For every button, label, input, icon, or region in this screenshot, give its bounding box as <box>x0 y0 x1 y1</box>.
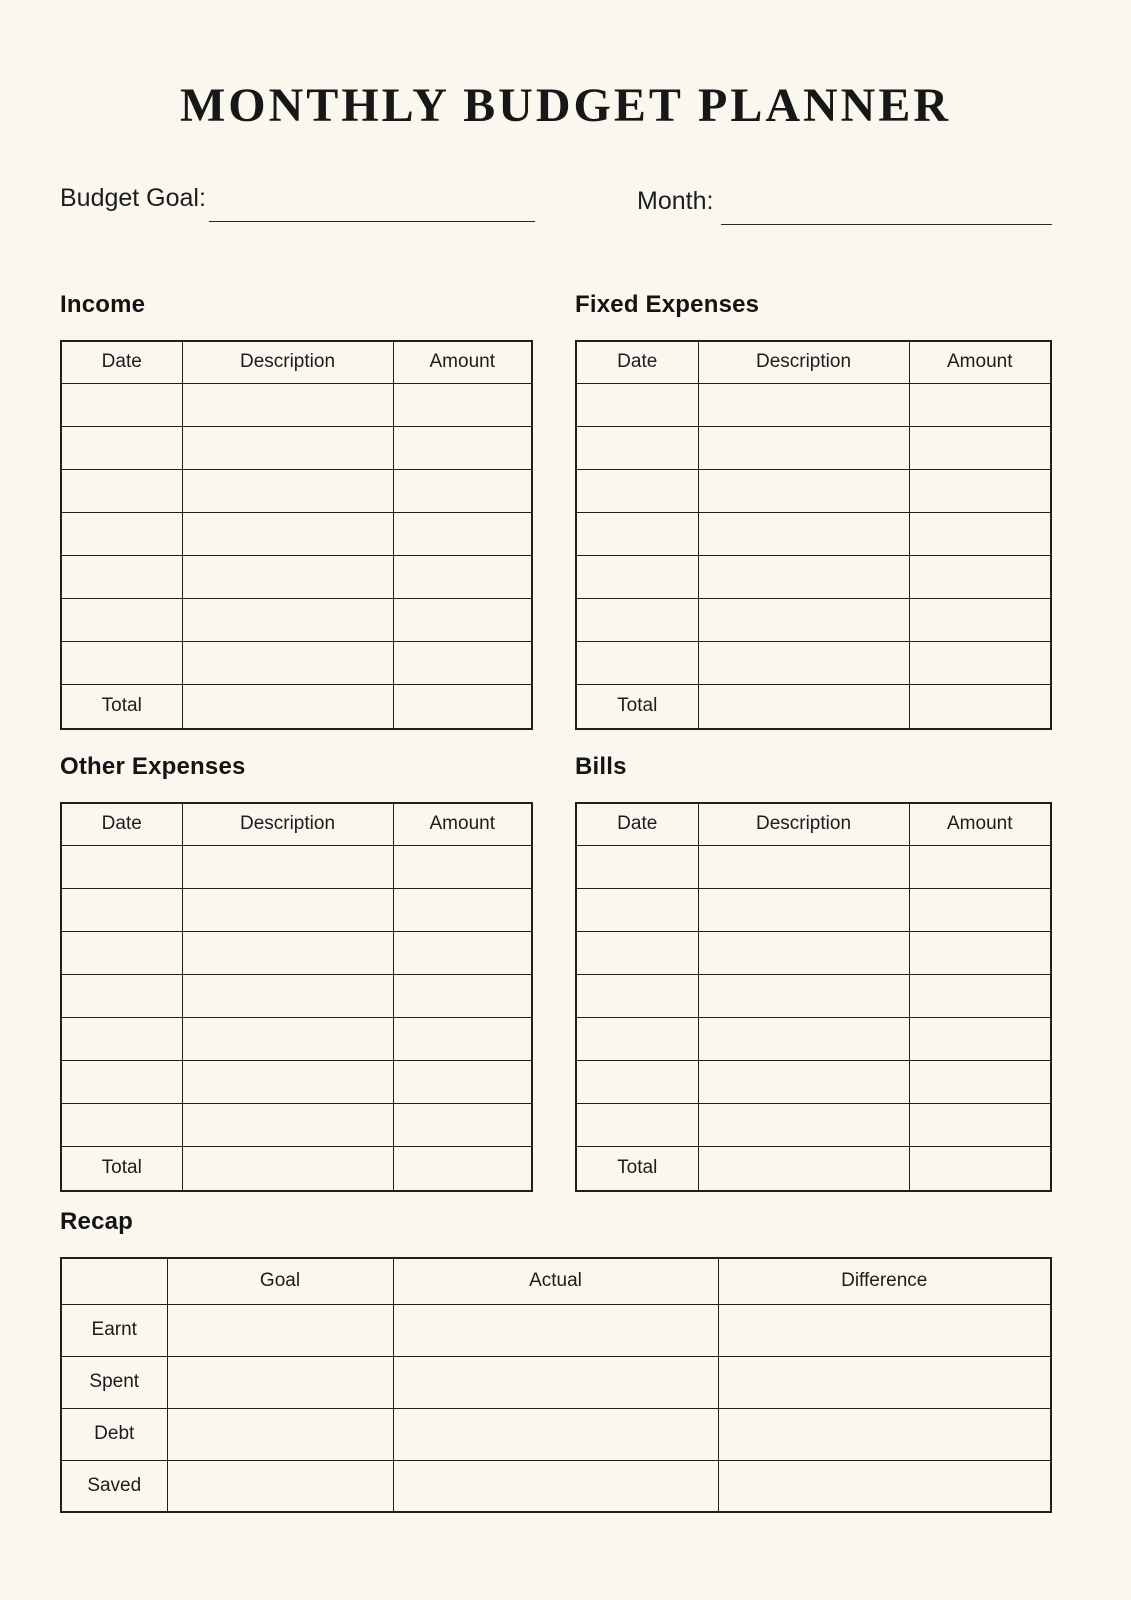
empty-cell <box>61 469 182 512</box>
total-row <box>61 1146 532 1191</box>
empty-cell <box>393 469 532 512</box>
empty-cell <box>61 1103 182 1146</box>
empty-cell <box>909 888 1051 931</box>
other-expenses-section-title: Other Expenses <box>60 753 246 780</box>
empty-cell <box>576 931 698 974</box>
empty-cell <box>61 845 182 888</box>
empty-cell <box>393 1356 718 1408</box>
empty-cell <box>698 1017 909 1060</box>
empty-cell <box>182 888 393 931</box>
table-row <box>576 383 1051 426</box>
total-label: Total <box>61 1146 182 1191</box>
income-section <box>60 291 533 730</box>
empty-cell <box>698 426 909 469</box>
column-header-date: Date <box>576 803 698 845</box>
empty-cell <box>393 512 532 555</box>
empty-cell <box>698 555 909 598</box>
table-row <box>576 1103 1051 1146</box>
table-row <box>61 512 532 555</box>
empty-cell <box>718 1356 1051 1408</box>
empty-cell <box>182 641 393 684</box>
empty-cell <box>576 641 698 684</box>
total-description-cell <box>182 684 393 729</box>
empty-cell <box>61 598 182 641</box>
month-fill-line <box>721 224 1052 225</box>
table-row <box>576 598 1051 641</box>
empty-cell <box>393 888 532 931</box>
empty-cell <box>576 383 698 426</box>
table-row <box>61 383 532 426</box>
table-row <box>576 1017 1051 1060</box>
empty-cell <box>909 641 1051 684</box>
empty-cell <box>182 469 393 512</box>
empty-cell <box>909 469 1051 512</box>
column-header-difference: Difference <box>718 1258 1051 1304</box>
total-amount-cell <box>393 1146 532 1191</box>
empty-cell <box>698 1060 909 1103</box>
empty-cell <box>576 469 698 512</box>
empty-cell <box>909 1060 1051 1103</box>
empty-cell <box>182 931 393 974</box>
table-row <box>576 888 1051 931</box>
empty-cell <box>393 1017 532 1060</box>
recap-row-saved <box>61 1460 1051 1512</box>
empty-cell <box>182 598 393 641</box>
total-description-cell <box>698 1146 909 1191</box>
fixed-expenses-section-title: Fixed Expenses <box>575 291 760 318</box>
empty-cell <box>698 469 909 512</box>
empty-cell <box>698 383 909 426</box>
empty-cell <box>167 1460 393 1512</box>
table-row <box>61 931 532 974</box>
empty-cell <box>909 426 1051 469</box>
empty-cell <box>182 974 393 1017</box>
table-row <box>576 469 1051 512</box>
empty-cell <box>61 888 182 931</box>
empty-cell <box>393 426 532 469</box>
empty-cell <box>576 888 698 931</box>
empty-cell <box>909 845 1051 888</box>
empty-cell <box>182 1103 393 1146</box>
bills-section-title: Bills <box>575 753 627 780</box>
page-title: MONTHLY BUDGET PLANNER <box>180 79 951 132</box>
empty-cell <box>698 598 909 641</box>
empty-cell <box>182 383 393 426</box>
recap-row-earnt <box>61 1304 1051 1356</box>
column-header-description: Description <box>698 341 909 383</box>
table-row <box>576 641 1051 684</box>
empty-cell <box>909 974 1051 1017</box>
column-header-actual: Actual <box>393 1258 718 1304</box>
table-row <box>61 974 532 1017</box>
column-header-description: Description <box>182 803 393 845</box>
column-header-blank <box>61 1258 167 1304</box>
table-row <box>576 426 1051 469</box>
table-row <box>576 512 1051 555</box>
other-expenses-table <box>60 802 533 1192</box>
income-table-body <box>61 383 532 684</box>
column-header-amount: Amount <box>393 803 532 845</box>
other-expenses-table-body <box>61 845 532 1146</box>
row-label-earnt: Earnt <box>61 1304 167 1356</box>
column-header-date: Date <box>576 341 698 383</box>
empty-cell <box>61 1060 182 1103</box>
empty-cell <box>61 1017 182 1060</box>
empty-cell <box>61 512 182 555</box>
empty-cell <box>698 888 909 931</box>
column-header-date: Date <box>61 341 182 383</box>
month-label: Month: <box>637 187 714 215</box>
column-header-amount: Amount <box>909 803 1051 845</box>
empty-cell <box>393 598 532 641</box>
empty-cell <box>61 383 182 426</box>
empty-cell <box>61 555 182 598</box>
empty-cell <box>576 598 698 641</box>
empty-cell <box>909 1103 1051 1146</box>
empty-cell <box>393 383 532 426</box>
table-row <box>61 598 532 641</box>
table-row <box>61 555 532 598</box>
table-row <box>61 1060 532 1103</box>
empty-cell <box>393 1460 718 1512</box>
empty-cell <box>167 1356 393 1408</box>
bills-table <box>575 802 1052 1192</box>
total-label: Total <box>61 684 182 729</box>
bills-table-body <box>576 845 1051 1146</box>
recap-section <box>60 1208 1052 1513</box>
empty-cell <box>393 974 532 1017</box>
recap-table <box>60 1257 1052 1513</box>
fixed-expenses-section <box>575 291 1052 730</box>
empty-cell <box>576 974 698 1017</box>
empty-cell <box>182 512 393 555</box>
empty-cell <box>698 974 909 1017</box>
empty-cell <box>718 1304 1051 1356</box>
empty-cell <box>909 598 1051 641</box>
empty-cell <box>167 1408 393 1460</box>
column-header-date: Date <box>61 803 182 845</box>
column-header-amount: Amount <box>909 341 1051 383</box>
empty-cell <box>909 1017 1051 1060</box>
table-row <box>61 845 532 888</box>
table-header-row <box>576 341 1051 383</box>
empty-cell <box>576 426 698 469</box>
empty-cell <box>61 931 182 974</box>
table-row <box>61 469 532 512</box>
other-expenses-section <box>60 753 533 1192</box>
empty-cell <box>909 512 1051 555</box>
empty-cell <box>393 845 532 888</box>
column-header-description: Description <box>182 341 393 383</box>
empty-cell <box>393 1103 532 1146</box>
empty-cell <box>167 1304 393 1356</box>
table-row <box>61 1017 532 1060</box>
empty-cell <box>576 1103 698 1146</box>
column-header-description: Description <box>698 803 909 845</box>
empty-cell <box>698 512 909 555</box>
empty-cell <box>393 1304 718 1356</box>
empty-cell <box>182 555 393 598</box>
empty-cell <box>576 1017 698 1060</box>
empty-cell <box>909 931 1051 974</box>
fixed-expenses-table <box>575 340 1052 730</box>
empty-cell <box>576 1060 698 1103</box>
table-row <box>576 974 1051 1017</box>
column-header-goal: Goal <box>167 1258 393 1304</box>
total-description-cell <box>182 1146 393 1191</box>
row-label-debt: Debt <box>61 1408 167 1460</box>
income-section-title: Income <box>60 291 146 318</box>
empty-cell <box>182 1060 393 1103</box>
empty-cell <box>393 555 532 598</box>
empty-cell <box>698 931 909 974</box>
table-row <box>576 931 1051 974</box>
table-header-row <box>61 803 532 845</box>
bills-section <box>575 753 1052 1192</box>
recap-section-title: Recap <box>60 1208 134 1235</box>
empty-cell <box>698 1103 909 1146</box>
empty-cell <box>182 1017 393 1060</box>
table-row <box>61 1103 532 1146</box>
total-amount-cell <box>393 684 532 729</box>
fixed-expenses-table-body <box>576 383 1051 684</box>
budget-goal-fill-line <box>209 221 535 222</box>
recap-row-debt <box>61 1408 1051 1460</box>
total-row <box>576 1146 1051 1191</box>
empty-cell <box>718 1460 1051 1512</box>
table-row <box>61 888 532 931</box>
total-row <box>61 684 532 729</box>
table-row <box>61 641 532 684</box>
empty-cell <box>909 555 1051 598</box>
table-row <box>576 845 1051 888</box>
row-label-spent: Spent <box>61 1356 167 1408</box>
table-header-row <box>61 1258 1051 1304</box>
empty-cell <box>698 641 909 684</box>
table-header-row <box>576 803 1051 845</box>
income-table <box>60 340 533 730</box>
empty-cell <box>576 845 698 888</box>
row-label-saved: Saved <box>61 1460 167 1512</box>
total-amount-cell <box>909 684 1051 729</box>
total-amount-cell <box>909 1146 1051 1191</box>
empty-cell <box>393 1408 718 1460</box>
empty-cell <box>718 1408 1051 1460</box>
empty-cell <box>61 426 182 469</box>
total-label: Total <box>576 1146 698 1191</box>
total-description-cell <box>698 684 909 729</box>
total-row <box>576 684 1051 729</box>
table-row <box>576 1060 1051 1103</box>
empty-cell <box>576 555 698 598</box>
table-header-row <box>61 341 532 383</box>
empty-cell <box>393 1060 532 1103</box>
budget-goal-label: Budget Goal: <box>60 184 206 212</box>
empty-cell <box>698 845 909 888</box>
table-row <box>61 426 532 469</box>
table-row <box>576 555 1051 598</box>
empty-cell <box>182 426 393 469</box>
recap-row-spent <box>61 1356 1051 1408</box>
total-label: Total <box>576 684 698 729</box>
empty-cell <box>909 383 1051 426</box>
empty-cell <box>393 931 532 974</box>
empty-cell <box>393 641 532 684</box>
empty-cell <box>61 641 182 684</box>
empty-cell <box>182 845 393 888</box>
empty-cell <box>576 512 698 555</box>
column-header-amount: Amount <box>393 341 532 383</box>
empty-cell <box>61 974 182 1017</box>
